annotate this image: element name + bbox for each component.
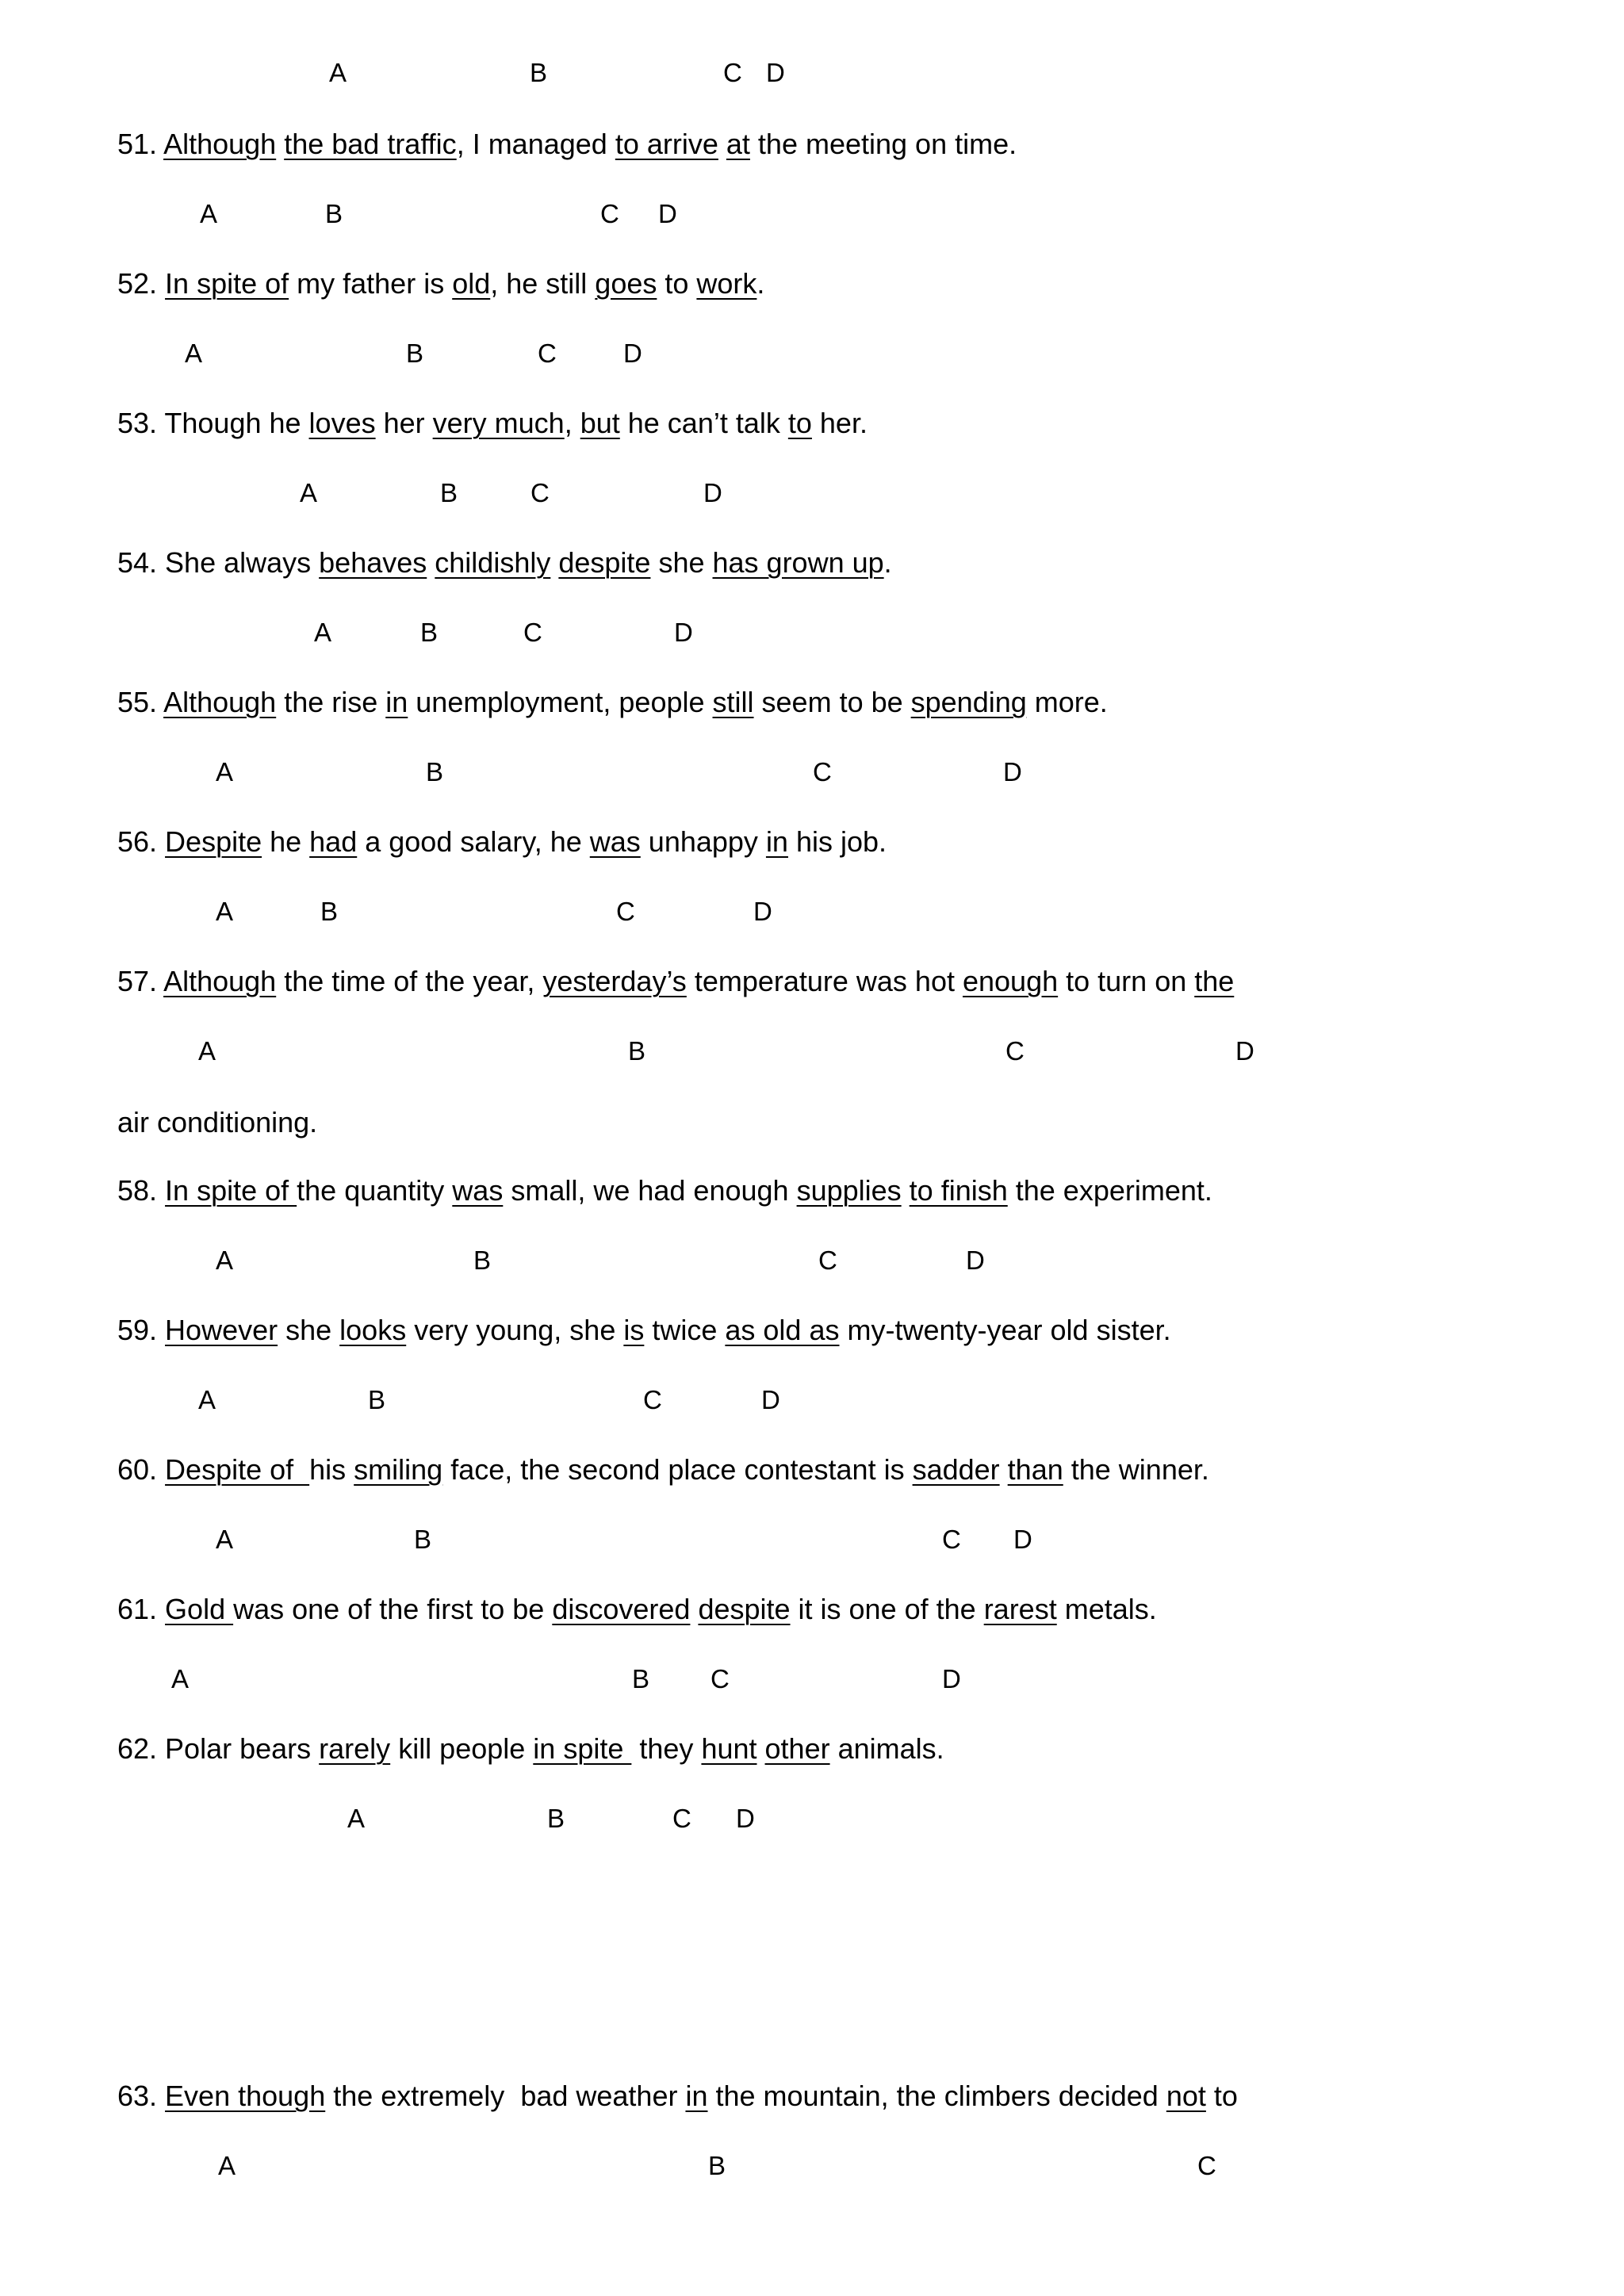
- sentence-text: .: [756, 267, 765, 300]
- answer-option-label: A: [185, 339, 203, 368]
- underlined-option: in: [685, 2080, 708, 2112]
- question-sentence: [117, 2079, 1238, 2114]
- answer-option-label: D: [658, 199, 677, 228]
- sentence-text: his: [309, 1453, 354, 1486]
- sentence-text: twice: [644, 1314, 726, 1346]
- question-sentence: [117, 1313, 1171, 1348]
- underlined-option: to arrive: [615, 128, 718, 160]
- sentence-text: the rise: [276, 686, 386, 718]
- sentence-text: seem to be: [753, 686, 911, 718]
- underlined-option: Despite of: [165, 1453, 310, 1486]
- sentence-text: the experiment.: [1007, 1174, 1212, 1207]
- underlined-option: spending: [910, 686, 1027, 718]
- sentence-text: small, we had enough: [503, 1174, 797, 1207]
- answer-option-label: C: [523, 618, 542, 647]
- sentence-text: the mountain, the climbers decided: [707, 2080, 1166, 2112]
- sentence-text: the extremely bad weather: [325, 2080, 686, 2112]
- answer-option-label: D: [942, 1664, 961, 1693]
- answer-option-label: B: [420, 618, 439, 647]
- underlined-option: Although: [163, 686, 277, 718]
- underlined-option: However: [165, 1314, 278, 1346]
- question-sentence: [117, 1592, 1157, 1627]
- sentence-text: the meeting on time.: [749, 128, 1017, 160]
- answer-option-label: D: [966, 1246, 985, 1275]
- sentence-text: very young, she: [406, 1314, 624, 1346]
- underlined-option: childishly: [435, 546, 551, 579]
- sentence-text: was one of the first to be: [233, 1593, 553, 1625]
- sentence-text: 58.: [117, 1174, 166, 1207]
- question-sentence: [117, 1173, 1212, 1208]
- answer-option-label: D: [623, 339, 642, 368]
- underlined-option: Even though: [165, 2080, 326, 2112]
- underlined-option: rarest: [983, 1593, 1057, 1625]
- underlined-option: supplies: [796, 1174, 902, 1207]
- answer-option-label: A: [216, 1525, 234, 1554]
- answer-option-label: D: [736, 1804, 755, 1833]
- answer-option-label: D: [1235, 1036, 1254, 1066]
- sentence-text: unemployment, people: [408, 686, 713, 718]
- sentence-text: [902, 1174, 910, 1207]
- question-sentence: [117, 685, 1108, 720]
- answer-option-label: C: [530, 478, 550, 507]
- sentence-text: temperature was hot: [686, 965, 963, 997]
- answer-option-label: C: [538, 339, 557, 368]
- underlined-option: rarely: [319, 1732, 391, 1765]
- sentence-text: 53. Though he: [117, 407, 309, 439]
- answer-option-label: A: [171, 1664, 190, 1693]
- sentence-text: 61.: [117, 1593, 166, 1625]
- sentence-text: metals.: [1056, 1593, 1157, 1625]
- sentence-text: his job.: [787, 825, 887, 858]
- underlined-option: smiling: [354, 1453, 443, 1486]
- sentence-text: a good salary, he: [357, 825, 590, 858]
- underlined-option: In spite of: [165, 1174, 297, 1207]
- answer-option-label: C: [942, 1525, 961, 1554]
- sentence-text: more.: [1026, 686, 1108, 718]
- sentence-text: 54. She always: [117, 546, 320, 579]
- sentence-text: they: [631, 1732, 702, 1765]
- answer-option-label: B: [530, 58, 548, 87]
- answer-option-label: B: [414, 1525, 432, 1554]
- answer-option-label: A: [329, 58, 347, 87]
- sentence-text: 52.: [117, 267, 166, 300]
- sentence-text: to: [657, 267, 697, 300]
- answer-option-label: B: [426, 757, 444, 786]
- underlined-option: is: [623, 1314, 645, 1346]
- answer-option-label: B: [440, 478, 458, 507]
- sentence-text: 60.: [117, 1453, 166, 1486]
- answer-option-label: C: [643, 1385, 662, 1414]
- sentence-text: 56.: [117, 825, 166, 858]
- underlined-option: was: [589, 825, 641, 858]
- answer-option-label: D: [761, 1385, 780, 1414]
- answer-option-label: D: [766, 58, 785, 87]
- underlined-option: in: [385, 686, 408, 718]
- underlined-option: sadder: [912, 1453, 1000, 1486]
- answer-option-label: C: [600, 199, 619, 228]
- sentence-text: [427, 546, 435, 579]
- answer-option-label: C: [1197, 2151, 1216, 2180]
- sentence-text: the quantity: [297, 1174, 453, 1207]
- answer-option-label: A: [200, 199, 218, 228]
- sentence-text: her: [375, 407, 433, 439]
- answer-option-label: C: [710, 1664, 730, 1693]
- answer-option-label: A: [216, 757, 234, 786]
- sentence-text: 57.: [117, 965, 164, 997]
- underlined-option: yesterday’s: [542, 965, 687, 997]
- sentence-text: he can’t talk: [619, 407, 788, 439]
- answer-option-label: A: [216, 897, 234, 926]
- answer-option-label: A: [216, 1246, 234, 1275]
- answer-option-label: C: [672, 1804, 691, 1833]
- answer-option-label: B: [325, 199, 343, 228]
- underlined-option: was: [452, 1174, 504, 1207]
- underlined-option: had: [309, 825, 358, 858]
- answer-option-label: B: [628, 1036, 646, 1066]
- underlined-option: enough: [962, 965, 1059, 997]
- answer-option-label: B: [473, 1246, 492, 1275]
- underlined-option: still: [712, 686, 754, 718]
- sentence-text: [718, 128, 726, 160]
- sentence-text: 62. Polar bears: [117, 1732, 320, 1765]
- sentence-text: my father is: [289, 267, 453, 300]
- answer-option-label: B: [708, 2151, 726, 2180]
- answer-option-label: A: [314, 618, 332, 647]
- underlined-option: loves: [308, 407, 376, 439]
- answer-option-label: A: [218, 2151, 236, 2180]
- sentence-text: to: [1205, 2080, 1238, 2112]
- sentence-text: , he still: [490, 267, 596, 300]
- underlined-option: the bad traffic: [284, 128, 457, 160]
- sentence-text: the time of the year,: [276, 965, 543, 997]
- answer-option-label: D: [674, 618, 693, 647]
- sentence-text: kill people: [390, 1732, 534, 1765]
- sentence-text: [1000, 1453, 1008, 1486]
- underlined-option: Despite: [165, 825, 262, 858]
- answer-option-label: B: [547, 1804, 565, 1833]
- sentence-text: [757, 1732, 765, 1765]
- underlined-option: in: [765, 825, 788, 858]
- answer-option-label: A: [300, 478, 318, 507]
- underlined-option: the: [1194, 965, 1235, 997]
- underlined-option: Gold: [165, 1593, 234, 1625]
- question-sentence: [117, 406, 868, 441]
- underlined-option: old: [452, 267, 491, 300]
- question-sentence: [117, 825, 887, 859]
- sentence-text: face, the second place contestant is: [442, 1453, 913, 1486]
- sentence-text: she: [278, 1314, 340, 1346]
- sentence-text: my-twenty-year old sister.: [839, 1314, 1171, 1346]
- answer-option-label: B: [320, 897, 339, 926]
- underlined-option: at: [726, 128, 750, 160]
- underlined-option: to: [787, 407, 812, 439]
- underlined-option: other: [764, 1732, 830, 1765]
- sentence-text: [550, 546, 558, 579]
- underlined-option: has grown up: [712, 546, 884, 579]
- question-sentence: [117, 1732, 944, 1766]
- underlined-option: than: [1007, 1453, 1063, 1486]
- sentence-text: 55.: [117, 686, 164, 718]
- question-sentence: [117, 1452, 1209, 1487]
- sentence-text: the winner.: [1063, 1453, 1209, 1486]
- answer-option-label: D: [703, 478, 722, 507]
- answer-option-label: A: [198, 1036, 216, 1066]
- underlined-option: Although: [163, 128, 277, 160]
- answer-option-label: C: [818, 1246, 837, 1275]
- answer-option-label: D: [1003, 757, 1022, 786]
- underlined-option: discovered: [552, 1593, 691, 1625]
- underlined-option: as old as: [725, 1314, 840, 1346]
- answer-option-label: A: [347, 1804, 366, 1833]
- question-sentence: [117, 545, 892, 580]
- underlined-option: to finish: [909, 1174, 1008, 1207]
- answer-option-label: C: [723, 58, 742, 87]
- answer-option-label: D: [1013, 1525, 1032, 1554]
- underlined-option: in spite: [533, 1732, 632, 1765]
- underlined-option: hunt: [701, 1732, 757, 1765]
- answer-option-label: B: [368, 1385, 386, 1414]
- question-sentence: [117, 127, 1017, 162]
- underlined-option: Although: [163, 965, 277, 997]
- answer-option-label: C: [616, 897, 635, 926]
- answer-option-label: C: [813, 757, 832, 786]
- answer-option-label: C: [1005, 1036, 1025, 1066]
- answer-option-label: A: [198, 1385, 216, 1414]
- sentence-text: animals.: [829, 1732, 944, 1765]
- sentence-text: 63.: [117, 2080, 166, 2112]
- question-sentence: [117, 964, 1234, 999]
- question-continuation: air conditioning.: [117, 1106, 318, 1138]
- underlined-option: behaves: [319, 546, 427, 579]
- underlined-option: goes: [595, 267, 657, 300]
- sentence-text: he: [262, 825, 310, 858]
- question-sentence: [117, 266, 764, 301]
- answer-option-label: B: [632, 1664, 650, 1693]
- sentence-text: 59.: [117, 1314, 166, 1346]
- sentence-text: 51.: [117, 128, 164, 160]
- sentence-text: unhappy: [640, 825, 766, 858]
- underlined-option: but: [580, 407, 620, 439]
- sentence-text: her.: [811, 407, 868, 439]
- underlined-option: despite: [698, 1593, 791, 1625]
- underlined-option: not: [1166, 2080, 1206, 2112]
- answer-option-label: D: [753, 897, 772, 926]
- underlined-option: very much: [432, 407, 565, 439]
- underlined-option: looks: [339, 1314, 407, 1346]
- sentence-text: to turn on: [1058, 965, 1195, 997]
- answer-option-label: B: [406, 339, 424, 368]
- underlined-option: despite: [558, 546, 651, 579]
- underlined-option: work: [696, 267, 757, 300]
- sentence-text: she: [650, 546, 713, 579]
- sentence-text: ,: [564, 407, 580, 439]
- sentence-text: , I managed: [456, 128, 615, 160]
- sentence-text: it is one of the: [790, 1593, 984, 1625]
- underlined-option: In spite of: [165, 267, 289, 300]
- sentence-text: [276, 128, 284, 160]
- sentence-text: .: [883, 546, 892, 579]
- sentence-text: [690, 1593, 698, 1625]
